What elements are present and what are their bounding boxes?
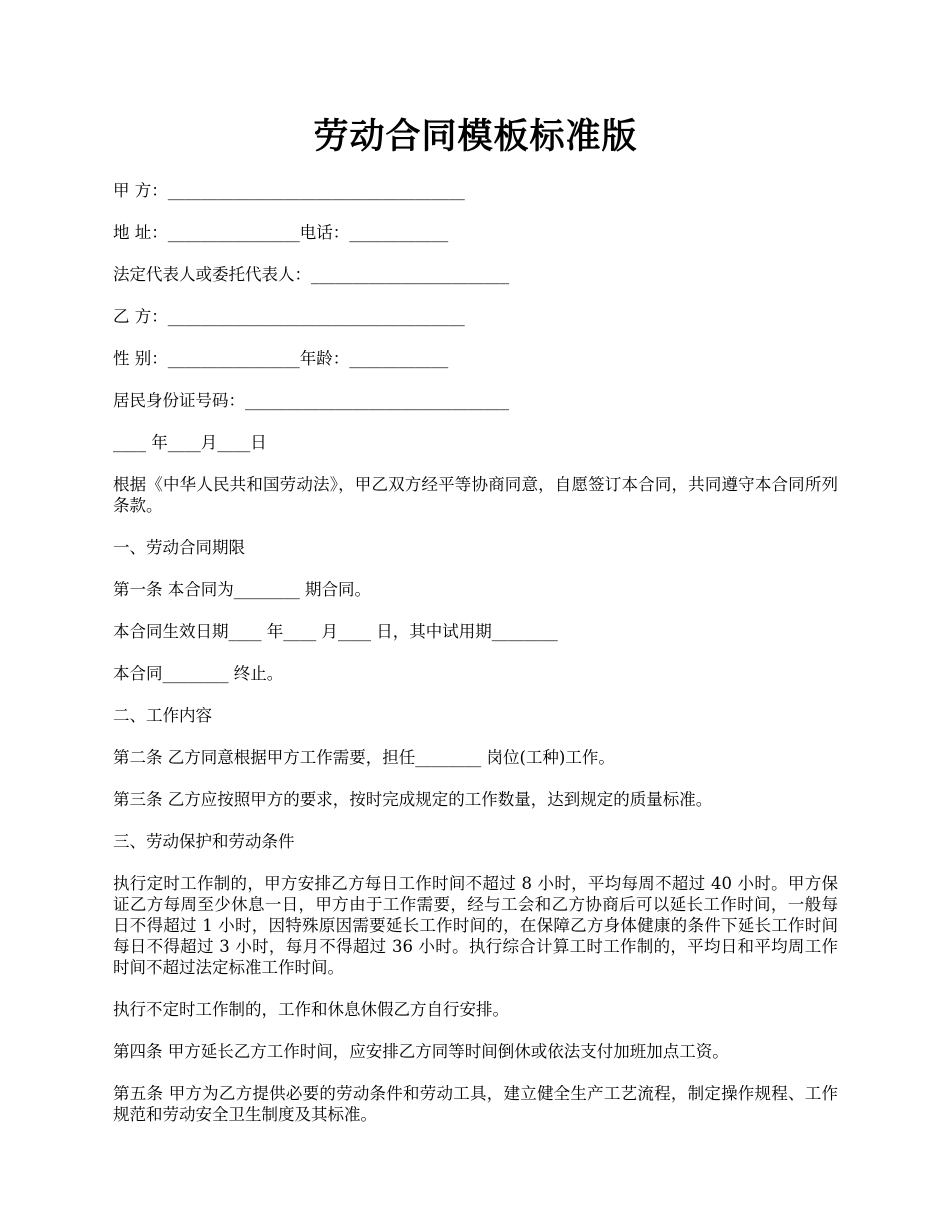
section-heading-work: 二、工作内容 — [113, 706, 212, 725]
legal-representative-field: 法定代表人或委托代表人：________________________ — [113, 265, 509, 284]
effective-date-clause: 本合同生效日期____ 年____ 月____ 日，其中试用期________ — [113, 622, 558, 641]
section-heading-protection: 三、劳动保护和劳动条件 — [113, 832, 295, 851]
section-heading-term: 一、劳动合同期限 — [113, 538, 245, 557]
article-5: 第五条 甲方为乙方提供必要的劳动条件和劳动工具，建立健全生产工艺流程，制定操作规程、工作规范和劳动安全卫生制度及其标准。 — [113, 1084, 838, 1124]
date-field: ____ 年____月____日 — [113, 433, 267, 452]
article-2: 第二条 乙方同意根据甲方工作需要，担任________ 岗位(工种)工作。 — [113, 748, 615, 767]
flexible-hours-paragraph: 执行不定时工作制的，工作和休息休假乙方自行安排。 — [113, 1000, 509, 1019]
party-a-field: 甲 方：____________________________________ — [113, 181, 465, 200]
article-4: 第四条 甲方延长乙方工作时间，应安排乙方同等时间倒休或依法支付加班加点工资。 — [113, 1042, 729, 1061]
termination-clause: 本合同________ 终止。 — [113, 664, 284, 683]
id-number-field: 居民身份证号码：________________________________ — [113, 391, 509, 410]
address-phone-field: 地 址：________________电话：____________ — [113, 223, 449, 242]
document-title: 劳动合同模板标准版 — [313, 116, 638, 157]
article-3: 第三条 乙方应按照甲方的要求，按时完成规定的工作数量，达到规定的质量标准。 — [113, 790, 713, 809]
party-b-field: 乙 方：____________________________________ — [113, 307, 465, 326]
gender-age-field: 性 别：________________年龄：____________ — [113, 349, 449, 368]
preamble-paragraph: 根据《中华人民共和国劳动法》，甲乙双方经平等协商同意，自愿签订本合同，共同遵守本合同所列条款。 — [113, 475, 838, 515]
document-body — [113, 180, 838, 1125]
article-1: 第一条 本合同为________ 期合同。 — [113, 580, 371, 599]
working-hours-paragraph: 执行定时工作制的，甲方安排乙方每日工作时间不超过 8 小时，平均每周不超过 40 小时。甲方保证乙方每周至少休息一日，甲方由于工作需要，经与工会和乙方协商后可以延长工作时间，一般每日不得超过 1 小时，因特殊原因需要延长工作时间的，在保障乙方身体健康的条件下延长工作时间每日不得超过 3 小时，每月不得超过 36 小时。执行综合计算工时工作制的，平均日和平均周工作时间不超过法定标准工作时间。 — [113, 874, 838, 977]
